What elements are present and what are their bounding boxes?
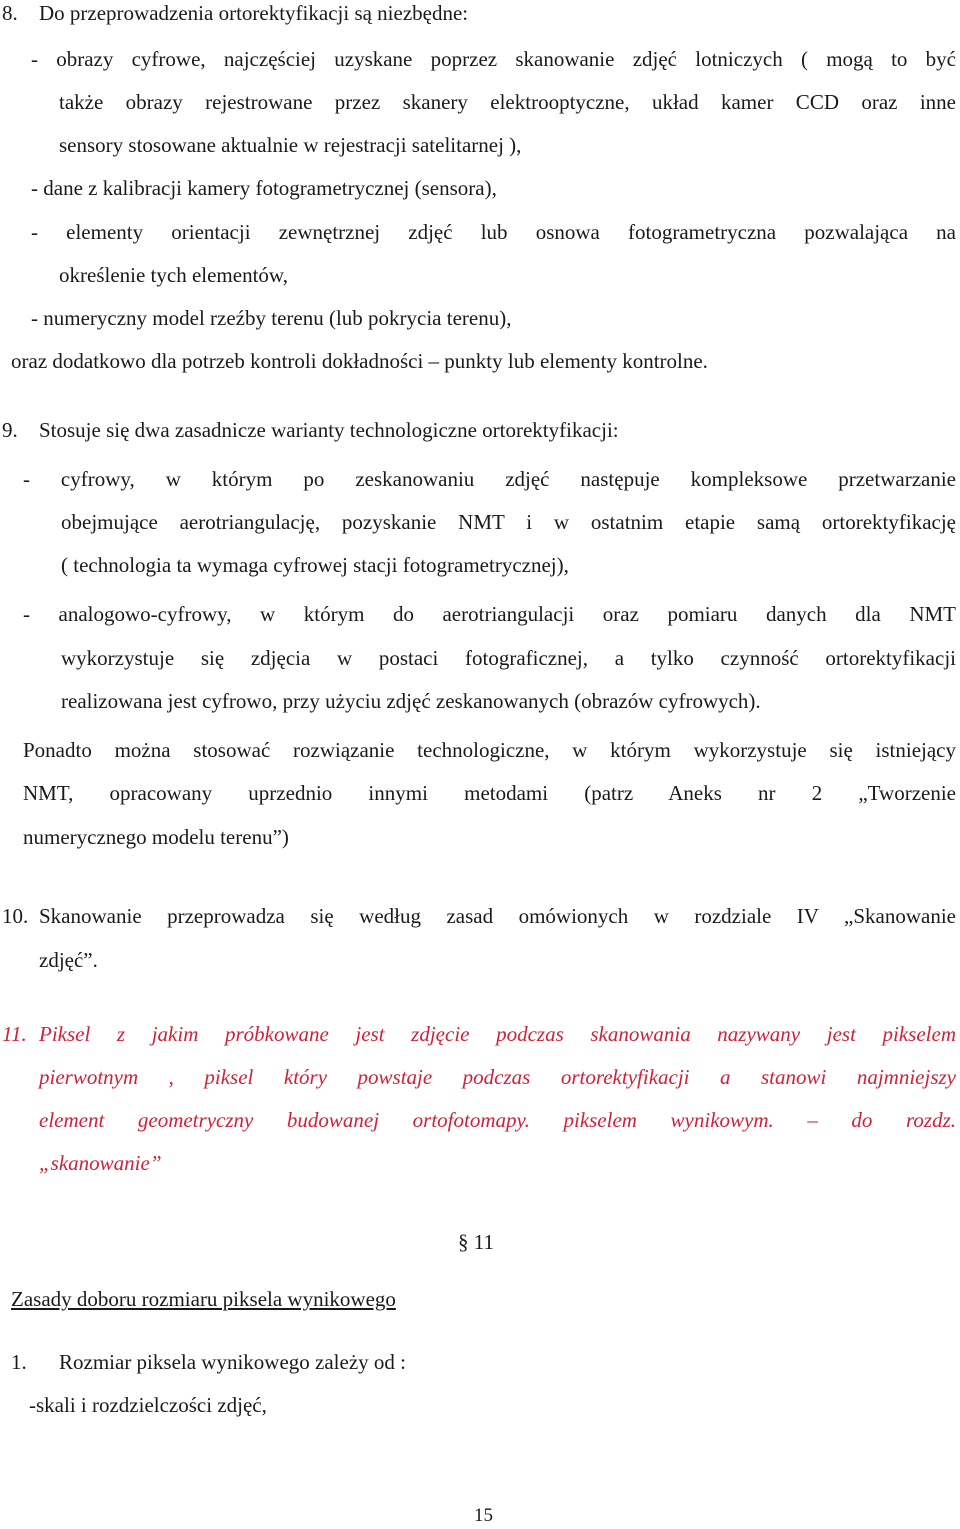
- item-9-line-3: ( technologia ta wymaga cyfrowej stacji fotogrametrycznej),: [61, 553, 569, 577]
- item-9-line-8: NMT, opracowany uprzednio innymi metodami (patrz Aneks nr 2 „Tworzenie: [23, 781, 956, 805]
- item-9-line-2: obejmujące aerotriangulację, pozyskanie NMT i w ostatnim etapie samą ortorektyfikację: [61, 510, 956, 534]
- item-8-number: 8.: [2, 1, 18, 25]
- item-8-line-8: oraz dodatkowo dla potrzeb kontroli dokładności – punkty lub elementy kontrolne.: [11, 349, 708, 373]
- item-8-line-6: określenie tych elementów,: [59, 263, 288, 287]
- item-11-line-2: pierwotnym , piksel który powstaje podczas ortorektyfikacji a stanowi najmniejszy: [39, 1065, 956, 1089]
- item-11-line-4: „skanowanie”: [39, 1151, 162, 1175]
- item-9-line-7: Ponadto można stosować rozwiązanie technologiczne, w którym wykorzystuje się istniejący: [23, 738, 956, 762]
- item-8-line-5: - elementy orientacji zewnętrznej zdjęć lub osnowa fotogrametryczna pozwalająca na: [31, 220, 956, 244]
- item-8-line-1: - obrazy cyfrowe, najczęściej uzyskane poprzez skanowanie zdjęć lotniczych ( mogą to być: [31, 47, 956, 71]
- item-9-line-9: numerycznego modelu terenu”): [23, 825, 289, 849]
- item-9-line-4: - analogowo-cyfrowy, w którym do aerotriangulacji oraz pomiaru danych dla NMT: [23, 602, 956, 626]
- item-11-line-3: element geometryczny budowanej ortofotomapy. pikselem wynikowym. – do rozdz.: [39, 1108, 956, 1132]
- section-title: Zasady doboru rozmiaru piksela wynikowego: [11, 1287, 396, 1311]
- item-11-line-1: Piksel z jakim próbkowane jest zdjęcie podczas skanowania nazywany jest pikselem: [39, 1022, 956, 1046]
- item-8-line-3: sensory stosowane aktualnie w rejestracji satelitarnej ),: [59, 133, 522, 157]
- item-1-number: 1.: [11, 1350, 27, 1374]
- item-11-number: 11.: [2, 1022, 27, 1046]
- item-10-line-1: Skanowanie przeprowadza się według zasad omówionych w rozdziale IV „Skanowanie: [39, 904, 956, 928]
- item-10-line-2: zdjęć”.: [39, 948, 98, 972]
- item-8-line-2: także obrazy rejestrowane przez skanery elektrooptyczne, układ kamer CCD oraz inne: [59, 90, 956, 114]
- page-number: 15: [474, 1505, 493, 1526]
- item-10-number: 10.: [2, 904, 29, 928]
- item-1-sub: -skali i rozdzielczości zdjęć,: [29, 1393, 267, 1417]
- item-9-line-1: - cyfrowy, w którym po zeskanowaniu zdjęć następuje kompleksowe przetwarzanie: [23, 467, 956, 491]
- item-8-line-4: - dane z kalibracji kamery fotogrametrycznej (sensora),: [31, 176, 497, 200]
- item-8-line-7: - numeryczny model rzeźby terenu (lub pokrycia terenu),: [31, 306, 512, 330]
- item-9-heading: Stosuje się dwa zasadnicze warianty technologiczne ortorektyfikacji:: [39, 418, 619, 442]
- section-marker: § 11: [458, 1230, 494, 1254]
- item-1-text: Rozmiar piksela wynikowego zależy od :: [59, 1350, 406, 1374]
- item-9-number: 9.: [2, 418, 18, 442]
- item-9-line-5: wykorzystuje się zdjęcia w postaci fotograficznej, a tylko czynność ortorektyfikacji: [61, 646, 956, 670]
- item-9-line-6: realizowana jest cyfrowo, przy użyciu zdjęć zeskanowanych (obrazów cyfrowych).: [61, 689, 761, 713]
- item-8-heading: Do przeprowadzenia ortorektyfikacji są niezbędne:: [39, 1, 469, 25]
